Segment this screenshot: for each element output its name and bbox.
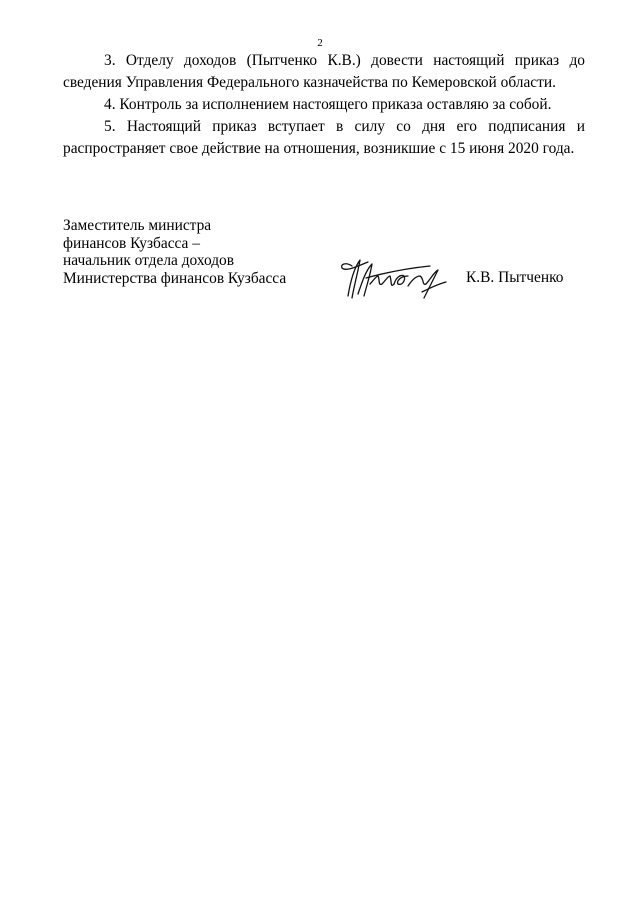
paragraph-item-5: 5. Настоящий приказ вступает в силу со дня его подписания и распространяет свое действие на отношения, возникшие с 15 июня 2020 года. xyxy=(63,118,585,157)
position-line-4: Министерства финансов Кузбасса xyxy=(63,269,287,287)
position-line-2: финансов Кузбасса – xyxy=(63,234,200,252)
order-body xyxy=(63,50,585,160)
position-line-3: начальник отдела доходов xyxy=(63,252,234,269)
handwritten-signature xyxy=(338,254,448,300)
page-number: 2 xyxy=(317,37,323,49)
signer-name: К.В. Пытченко xyxy=(466,269,564,286)
paragraph-item-4: 4. Контроль за исполнением настоящего приказа оставляю за собой. xyxy=(104,96,552,113)
position-line-1: Заместитель министра xyxy=(63,217,212,234)
signer-position xyxy=(63,217,303,287)
paragraph-item-3: 3. Отделу доходов (Пытченко К.В.) довести настоящий приказ до сведения Управления Федерального казначейства по Кемеровской области. xyxy=(63,52,585,91)
